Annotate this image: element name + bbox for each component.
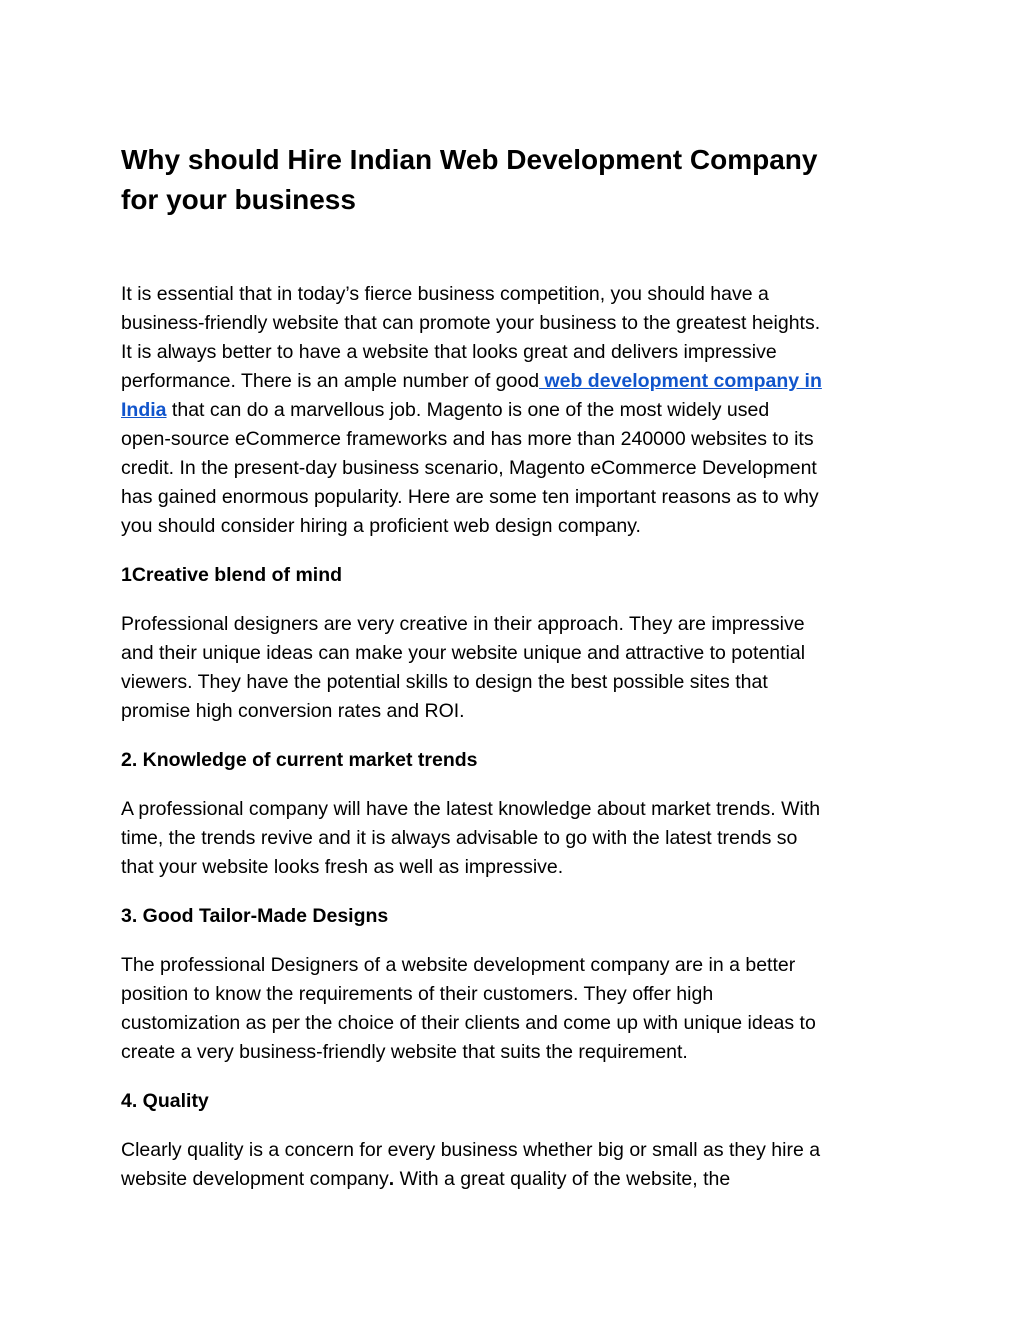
section-heading-market-trends: 2. Knowledge of current market trends	[121, 749, 478, 771]
intro-text-after-link: that can do a marvellous job. Magento is one of the most widely used open-source eCommerce frameworks and has more than 240000 websites to its credit. In the present-day business scenario, Magento eCommerce Development has gained enormous popularity. Here are some ten important reasons as to why you should consider hiring a proficient web design company.	[121, 399, 819, 537]
quality-bold-period: .	[388, 1168, 395, 1190]
section-heading-creative-blend: 1Creative blend of mind	[121, 564, 343, 586]
document-page	[121, 140, 921, 1194]
section-body-tailor-made: The professional Designers of a website development company are in a better position to know the requirements of their customers. They offer high customization as per the choice of their clients and come up with unique ideas to create a very business-friendly website that suits the requirement.	[121, 954, 816, 1063]
intro-text-before-link: It is essential that in today’s fierce business competition, you should have a business-friendly website that can promote your business to the greatest heights. It is always better to have a website that looks great and delivers impressive performance. There is an ample number of good	[121, 283, 821, 392]
quality-text-before-mark: Clearly quality is a concern for every business whether big or small as they hire a website development company	[121, 1139, 821, 1190]
intro-paragraph	[121, 280, 921, 541]
document-title: Why should Hire Indian Web Development Company for your business	[121, 144, 818, 215]
section-body-market-trends: A professional company will have the latest knowledge about market trends. With time, the trends revive and it is always advisable to go with the latest trends so that your website looks fresh as well as impressive.	[121, 798, 821, 878]
section-heading-quality: 4. Quality	[121, 1090, 209, 1112]
web-development-company-link[interactable]: web development company in India	[121, 370, 822, 421]
section-body-creative-blend: Professional designers are very creative in their approach. They are impressive and their unique ideas can make your website unique and attractive to potential viewers. They have the potential skills to design the best possible sites that promise high conversion rates and ROI.	[121, 613, 806, 722]
section-body-quality	[121, 1136, 921, 1194]
quality-text-after-mark: With a great quality of the website, the	[394, 1168, 731, 1190]
section-heading-tailor-made: 3. Good Tailor-Made Designs	[121, 905, 389, 927]
